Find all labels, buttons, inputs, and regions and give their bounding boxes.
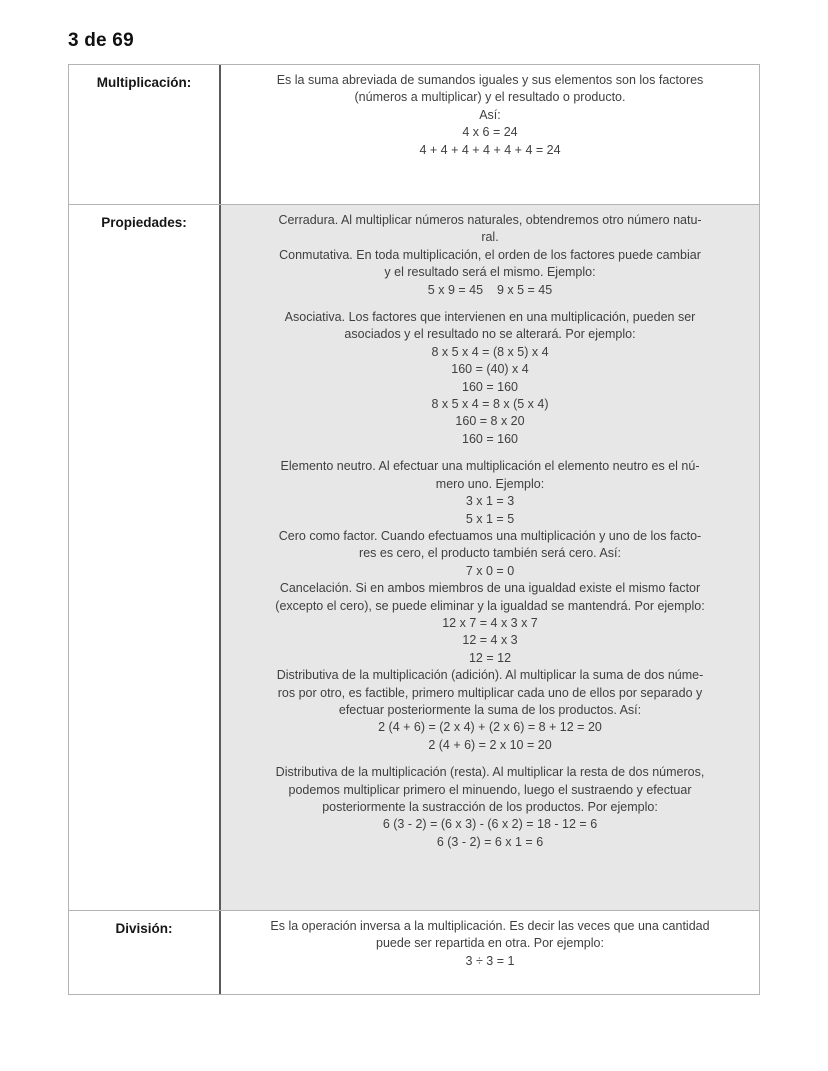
text-line: Conmutativa. En toda multiplicación, el orden de los factores puede cambiar: [279, 247, 701, 262]
text-line: 12 = 4 x 3: [462, 633, 518, 648]
row-label-cell: [69, 205, 221, 910]
text-line: Distributiva de la multiplicación (adición). Al multiplicar la suma de dos núme-: [276, 668, 704, 683]
text-line: Cerradura. Al multiplicar números naturales, obtendremos otro número natu-: [278, 213, 702, 227]
text-line: y el resultado será el mismo. Ejemplo:: [384, 265, 596, 280]
text-line: 8 x 5 x 4 = 8 x (5 x 4): [431, 397, 549, 412]
text-line: 7 x 0 = 0: [465, 563, 515, 578]
text-line: asociados y el resultado no se alterará. Por ejemplo:: [344, 327, 636, 342]
text-line: 2 (4 + 6) = (2 x 4) + (2 x 6) = 8 + 12 = 20: [378, 720, 602, 735]
text-line: podemos multiplicar primero el minuendo, luego el sustraendo y efectuar: [288, 782, 692, 797]
text-line: Es la operación inversa a la multiplicación. Es decir las veces que una cantidad: [270, 919, 710, 933]
definitions-table: [68, 64, 760, 995]
table-row: [69, 910, 759, 994]
text-line: 6 (3 - 2) = 6 x 1 = 6: [436, 834, 544, 849]
text-line: puede ser repartida en otra. Por ejemplo:: [376, 936, 604, 951]
text-line: mero uno. Ejemplo:: [435, 476, 545, 491]
text-line: efectuar posteriormente la suma de los productos. Así:: [338, 702, 642, 717]
text-line: Cancelación. Si en ambos miembros de una igualdad existe el mismo factor: [279, 581, 701, 596]
text-line: 160 = 160: [462, 431, 518, 446]
text-line: Es la suma abreviada de sumandos iguales y sus elementos son los factores: [276, 73, 704, 87]
text-line: 4 x 6 = 24: [462, 125, 518, 140]
text-line: Distributiva de la multiplicación (resta). Al multiplicar la resta de dos números,: [275, 765, 705, 780]
blank-line: [229, 299, 751, 309]
row-label-cell: [69, 65, 221, 204]
text-line: Asociativa. Los factores que intervienen en una multiplicación, pueden ser: [284, 310, 696, 325]
text-line: Así:: [479, 107, 501, 122]
row-label-cell: [69, 911, 221, 994]
table-row: [69, 65, 759, 204]
text-line: ral.: [481, 230, 499, 245]
text-line: 4 + 4 + 4 + 4 + 4 + 4 = 24: [419, 142, 561, 157]
row-label-text: División:: [115, 921, 173, 936]
blank-line: [229, 448, 751, 458]
text-line: 3 ÷ 3 = 1: [465, 953, 515, 968]
row-label-text: Propiedades:: [101, 215, 187, 230]
text-line: 5 x 1 = 5: [465, 511, 515, 526]
text-line: 3 x 1 = 3: [465, 494, 515, 509]
text-line: 12 x 7 = 4 x 3 x 7: [442, 615, 538, 630]
text-line: 160 = 8 x 20: [455, 414, 525, 429]
text-line: 2 (4 + 6) = 2 x 10 = 20: [428, 737, 552, 752]
text-line: 8 x 5 x 4 = (8 x 5) x 4: [431, 344, 549, 359]
text-line: 12 = 12: [468, 650, 512, 665]
text-line: (números a multiplicar) y el resultado o producto.: [354, 90, 626, 105]
row-content: [221, 911, 759, 994]
text-line: Cero como factor. Cuando efectuamos una multiplicación y uno de los facto-: [278, 528, 702, 543]
text-line: 5 x 9 = 45 9 x 5 = 45: [427, 282, 553, 297]
row-content: [221, 65, 759, 204]
text-line: (excepto el cero), se puede eliminar y la igualdad se mantendrá. Por ejemplo:: [275, 598, 705, 613]
text-line: Elemento neutro. Al efectuar una multiplicación el elemento neutro es el nú-: [280, 459, 700, 474]
row-content: [221, 205, 759, 910]
page-number-heading: 3 de 69: [68, 30, 134, 51]
text-line: posteriormente la sustracción de los productos. Por ejemplo:: [322, 800, 658, 814]
row-label-text: Multiplicación:: [96, 75, 192, 90]
text-line: res es cero, el producto también será cero. Así:: [359, 546, 621, 561]
text-line: ros por otro, es factible, primero multiplicar cada uno de ellos por separado y: [277, 685, 703, 700]
text-line: 6 (3 - 2) = (6 x 3) - (6 x 2) = 18 - 12 = 6: [382, 817, 598, 832]
text-line: 160 = 160: [462, 379, 518, 394]
text-line: 160 = (40) x 4: [451, 362, 529, 377]
table-row: [69, 204, 759, 910]
blank-line: [229, 754, 751, 764]
